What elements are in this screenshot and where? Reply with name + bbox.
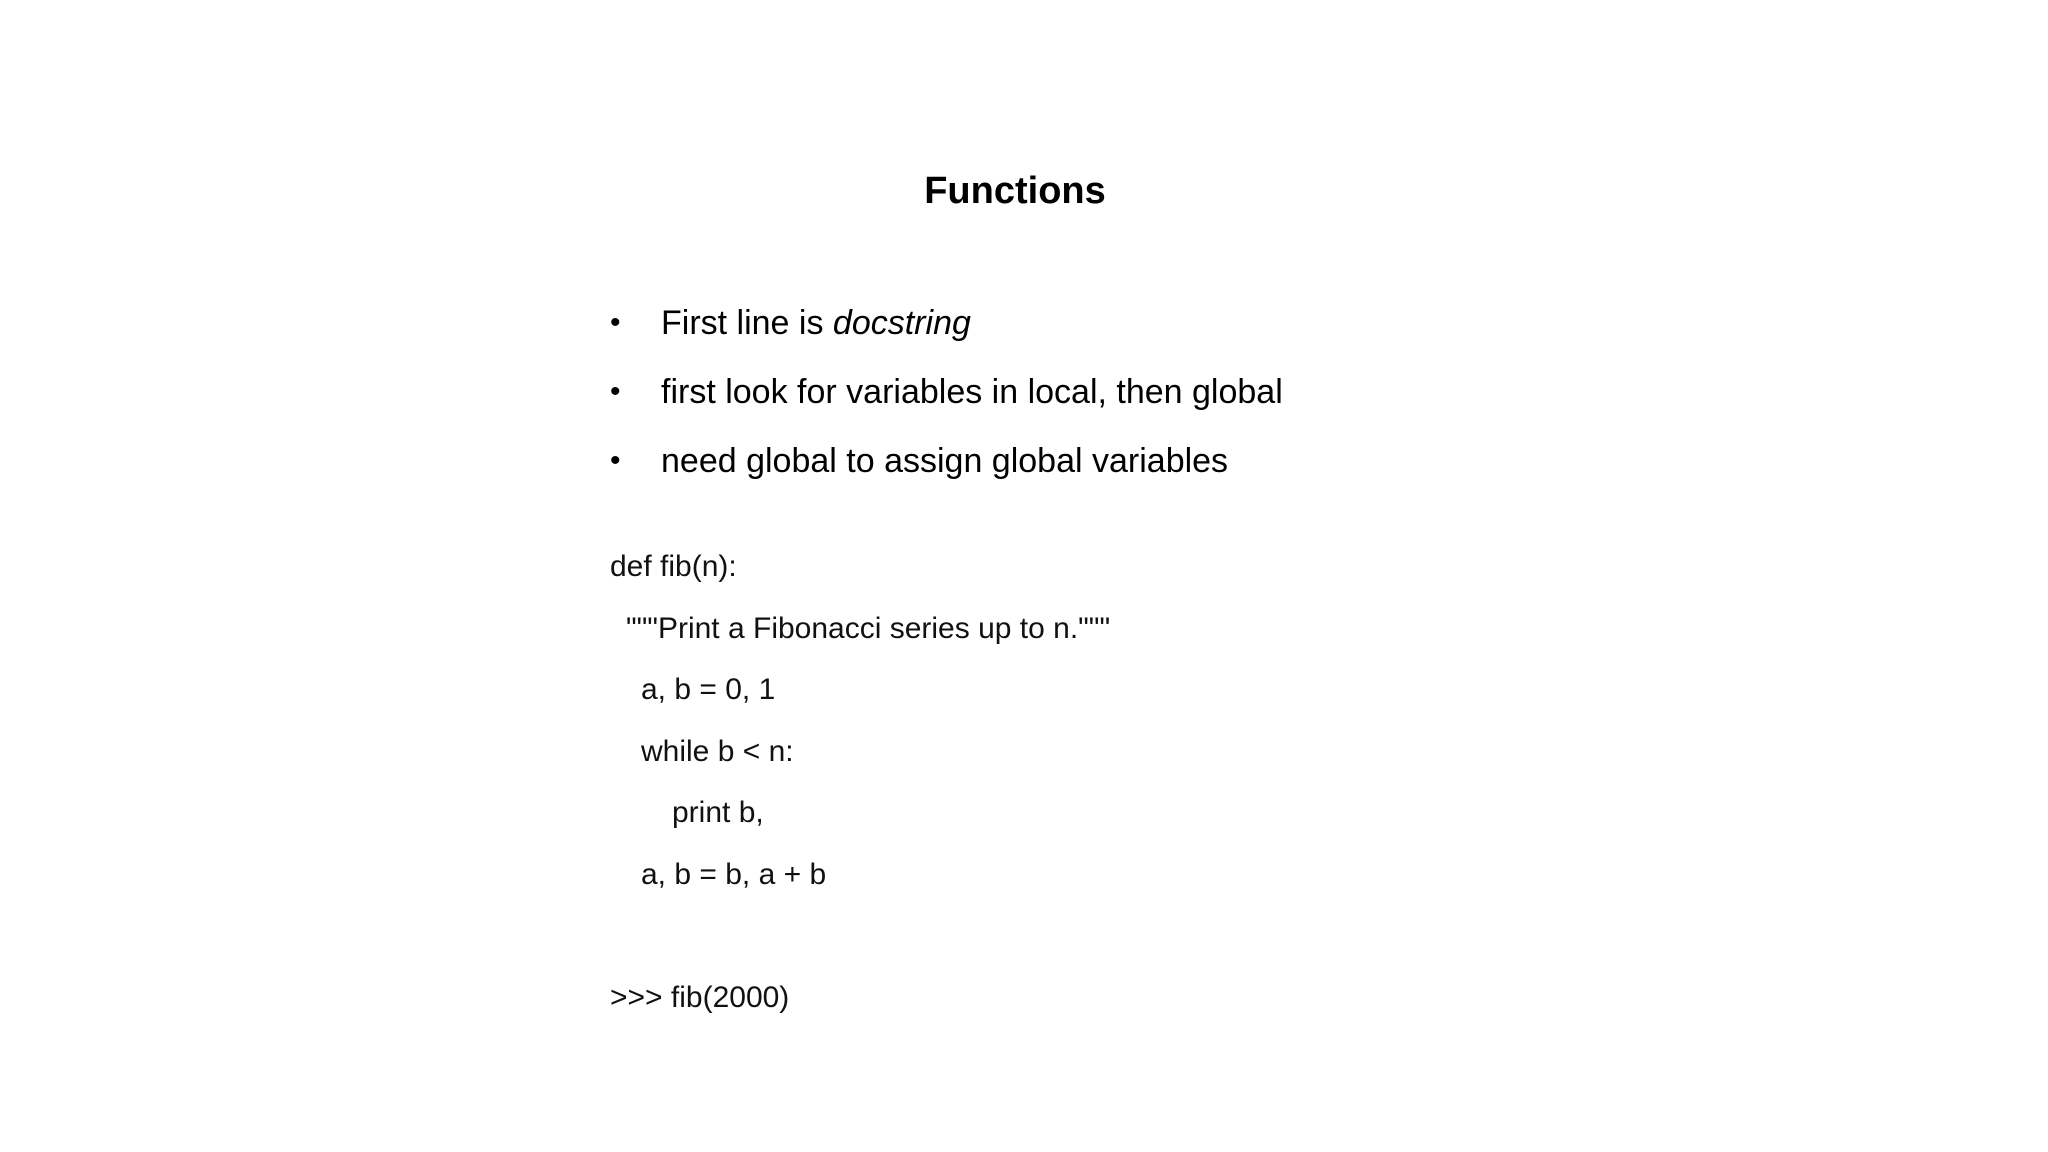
code-block: [610, 536, 1110, 1028]
code-line: print b,: [672, 796, 764, 829]
code-line: a, b = b, a + b: [641, 857, 827, 891]
bullet-point-icon: •: [610, 306, 621, 339]
bullet-point-icon: •: [610, 444, 621, 477]
code-line: while b < n:: [641, 734, 794, 768]
bullet-text-emphasis: docstring: [832, 304, 971, 342]
bullet-text: [661, 363, 1283, 421]
bullet-text: [661, 294, 971, 352]
code-line: a, b = 0, 1: [641, 673, 776, 706]
code-line: >>> fib(2000): [610, 980, 790, 1014]
bullet-text: [661, 432, 1228, 490]
code-line: def fib(n):: [610, 550, 737, 583]
slide-title: Functions: [924, 170, 1106, 212]
bullet-point-icon: •: [610, 375, 621, 408]
code-line-blank: [610, 905, 1110, 967]
bullet-text-plain: first look for variables in local, then global: [661, 373, 1283, 411]
bullet-text-plain: need global to assign global variables: [661, 442, 1229, 480]
code-line: """Print a Fibonacci series up to n.""": [626, 611, 1111, 645]
bullet-text-plain: First line is: [661, 304, 833, 342]
